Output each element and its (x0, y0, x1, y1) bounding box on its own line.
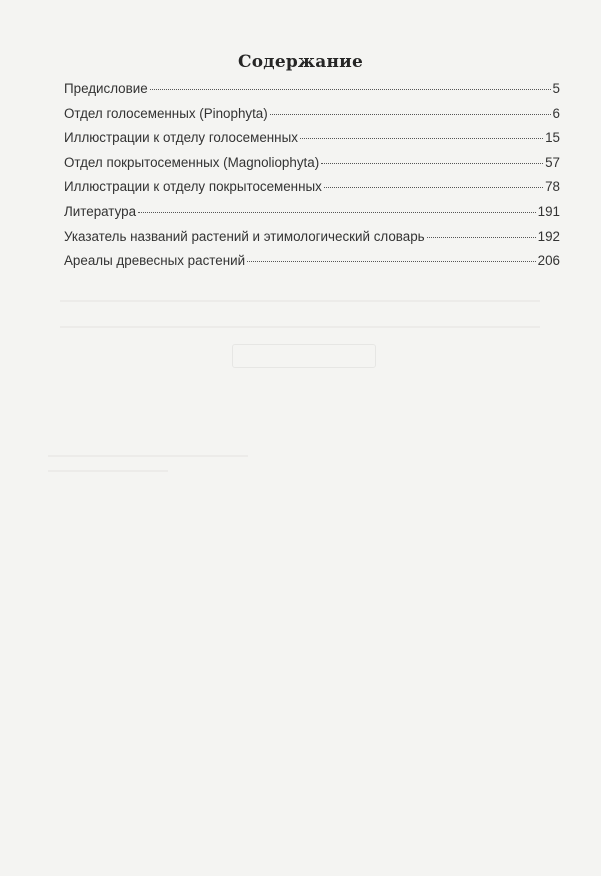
toc-entry-label: Отдел покрытосеменных (Magnoliophyta) (64, 154, 320, 170)
bleed-through-line (60, 300, 540, 302)
toc-entry-page: 57 (545, 154, 560, 170)
table-of-contents (64, 81, 560, 278)
toc-entry-label: Предисловие (64, 81, 148, 96)
toc-entry-label: Иллюстрации к отделу голосеменных (64, 130, 298, 146)
toc-leader-dots (324, 187, 543, 188)
toc-entry-page: 192 (537, 228, 560, 244)
toc-entry-page: 15 (545, 130, 560, 146)
toc-entry-label: Иллюстрации к отделу покрытосеменных (64, 179, 322, 195)
page-title: Содержание (238, 52, 363, 72)
toc-entry[interactable] (64, 229, 560, 254)
toc-entry[interactable] (64, 130, 560, 155)
bleed-through-line (60, 326, 540, 328)
toc-entry-page: 206 (537, 253, 560, 269)
toc-entry[interactable] (64, 106, 560, 131)
toc-entry-label: Ареалы древесных растений (64, 253, 246, 269)
toc-leader-dots (138, 212, 536, 213)
toc-entry-page: 6 (552, 105, 560, 121)
toc-entry[interactable] (64, 253, 560, 278)
toc-leader-dots (321, 163, 543, 164)
toc-leader-dots (150, 89, 551, 90)
toc-entry[interactable] (64, 155, 560, 180)
bleed-through-stamp (232, 344, 376, 368)
toc-entry-label: Указатель названий растений и этимологический словарь (64, 228, 425, 244)
toc-entry[interactable] (64, 81, 560, 106)
toc-entry-page: 191 (537, 203, 560, 219)
toc-leader-dots (300, 138, 543, 139)
toc-entry-label: Отдел голосеменных (Pinophyta) (64, 105, 268, 121)
toc-entry-label: Литература (64, 203, 137, 219)
toc-entry-page: 5 (552, 81, 560, 96)
toc-leader-dots (427, 237, 536, 238)
toc-leader-dots (247, 261, 536, 262)
toc-entry-page: 78 (545, 179, 560, 195)
toc-entry[interactable] (64, 179, 560, 204)
toc-entry[interactable] (64, 204, 560, 229)
bleed-through-line (48, 470, 168, 472)
toc-leader-dots (270, 114, 551, 115)
bleed-through-line (48, 455, 248, 457)
